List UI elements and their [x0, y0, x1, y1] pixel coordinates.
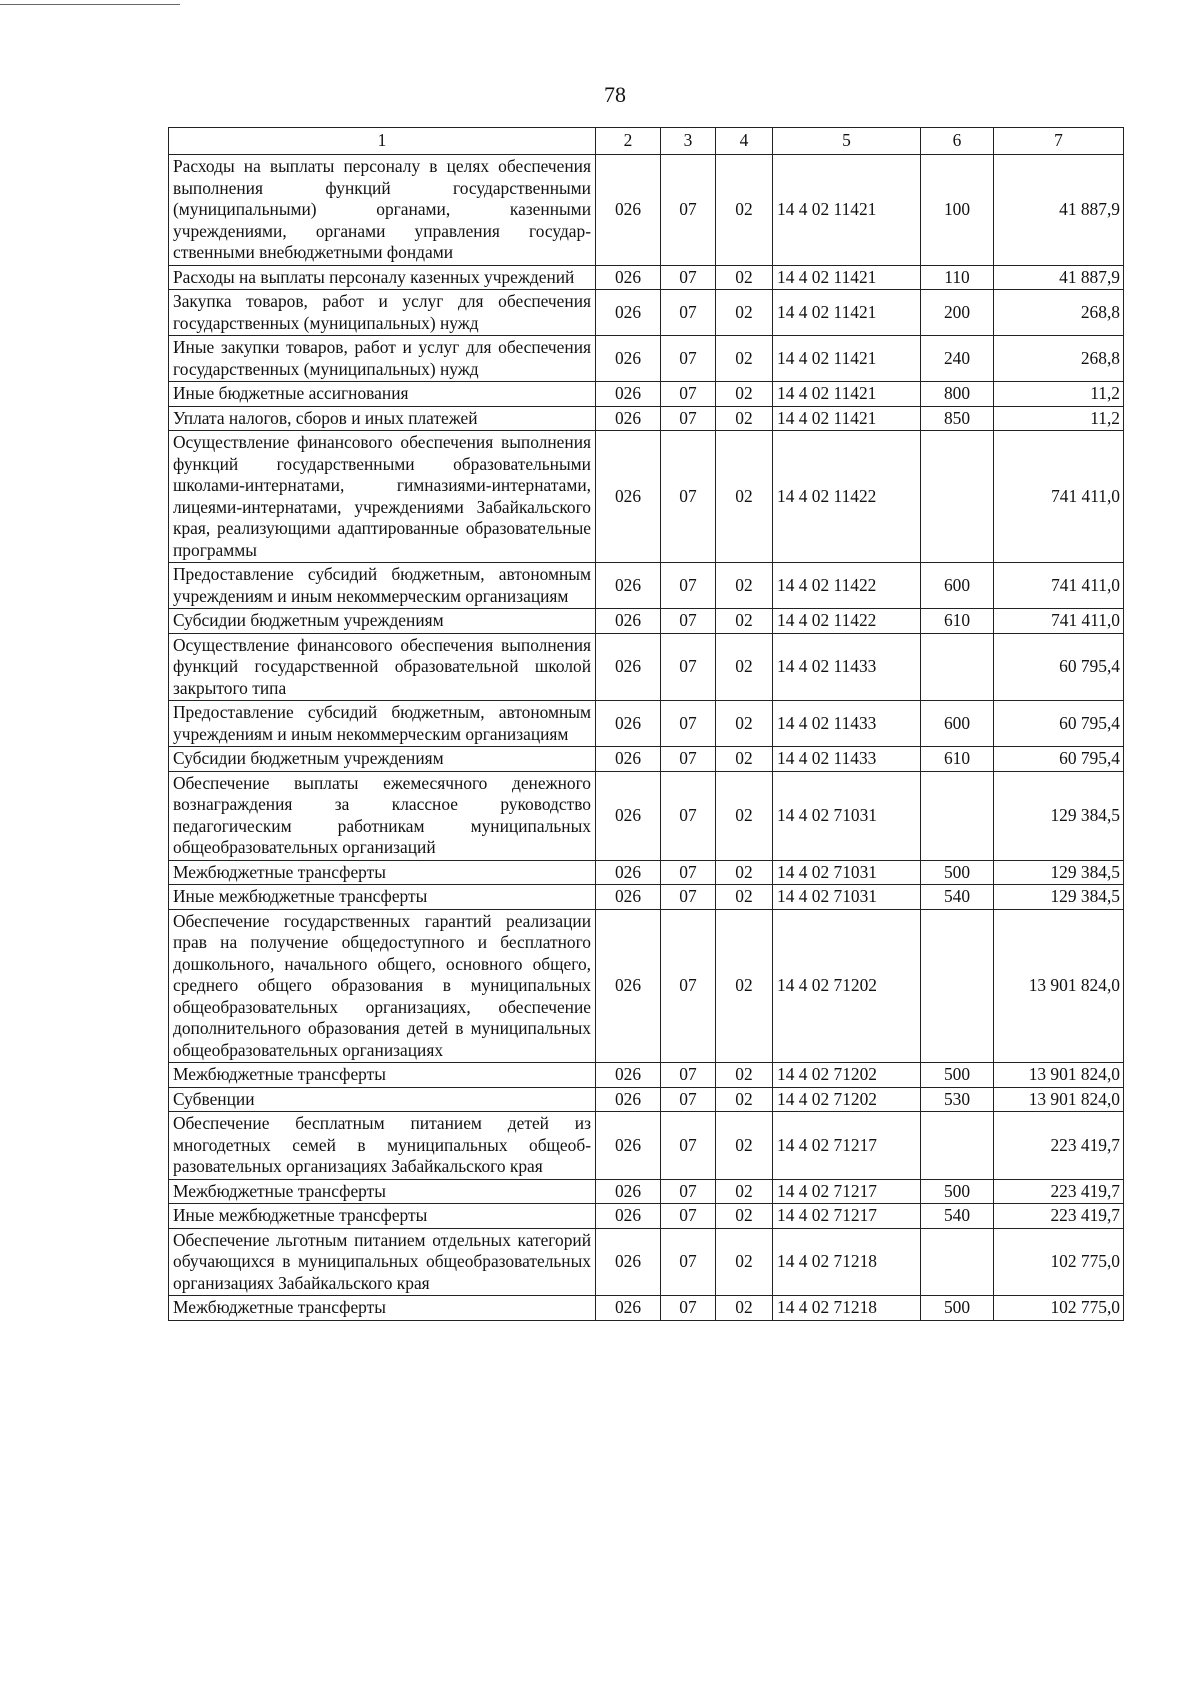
expense-name-cell: Иные межбюджетные трансферты — [169, 885, 596, 910]
expense-name-cell: Расходы на выплаты персоналу в целях обеспечения выполнения функций государственными (муниципальными) органами, казенными учреждениями, органами управления государственными внебюджетными фондами — [169, 155, 596, 266]
subsection-code-cell: 02 — [716, 563, 773, 609]
admin-code-cell: 026 — [596, 860, 661, 885]
target-article-cell: 14 4 02 11422 — [773, 431, 921, 563]
section-code-cell: 07 — [661, 1296, 716, 1321]
subsection-code-cell: 02 — [716, 885, 773, 910]
table-row — [169, 633, 1124, 701]
expense-name-cell: Межбюджетные трансферты — [169, 1063, 596, 1088]
subsection-code-cell: 02 — [716, 771, 773, 860]
target-article-cell: 14 4 02 11433 — [773, 701, 921, 747]
target-article-cell: 14 4 02 71202 — [773, 1063, 921, 1088]
section-code-cell: 07 — [661, 771, 716, 860]
amount-cell: 41 887,9 — [994, 155, 1124, 266]
subsection-code-cell: 02 — [716, 609, 773, 634]
expense-name-cell: Осуществление финансового обеспечения выполнения функций государственной образовательной школой закрытого типа — [169, 633, 596, 701]
target-article-cell: 14 4 02 71031 — [773, 771, 921, 860]
subsection-code-cell: 02 — [716, 1179, 773, 1204]
expense-type-cell: 500 — [921, 1179, 994, 1204]
amount-cell: 268,8 — [994, 336, 1124, 382]
expense-type-cell: 100 — [921, 155, 994, 266]
table-row — [169, 1296, 1124, 1321]
table-body — [169, 155, 1124, 1321]
target-article-cell: 14 4 02 11421 — [773, 155, 921, 266]
subsection-code-cell: 02 — [716, 747, 773, 772]
table-row — [169, 431, 1124, 563]
target-article-cell: 14 4 02 11422 — [773, 609, 921, 634]
expense-type-cell: 500 — [921, 860, 994, 885]
table-row — [169, 747, 1124, 772]
expense-type-cell — [921, 431, 994, 563]
admin-code-cell: 026 — [596, 909, 661, 1063]
section-code-cell: 07 — [661, 406, 716, 431]
section-code-cell: 07 — [661, 1087, 716, 1112]
section-code-cell: 07 — [661, 1063, 716, 1088]
target-article-cell: 14 4 02 11421 — [773, 265, 921, 290]
target-article-cell: 14 4 02 11422 — [773, 563, 921, 609]
admin-code-cell: 026 — [596, 701, 661, 747]
table-row — [169, 609, 1124, 634]
subsection-code-cell: 02 — [716, 382, 773, 407]
target-article-cell: 14 4 02 71031 — [773, 860, 921, 885]
amount-cell: 129 384,5 — [994, 860, 1124, 885]
column-header: 1 — [169, 128, 596, 155]
section-code-cell: 07 — [661, 155, 716, 266]
expense-type-cell: 530 — [921, 1087, 994, 1112]
table-row — [169, 860, 1124, 885]
section-code-cell: 07 — [661, 747, 716, 772]
table-row — [169, 290, 1124, 336]
admin-code-cell: 026 — [596, 1228, 661, 1296]
section-code-cell: 07 — [661, 382, 716, 407]
admin-code-cell: 026 — [596, 1296, 661, 1321]
target-article-cell: 14 4 02 71217 — [773, 1204, 921, 1229]
amount-cell: 102 775,0 — [994, 1296, 1124, 1321]
amount-cell: 102 775,0 — [994, 1228, 1124, 1296]
expense-name-cell: Обеспечение выплаты ежемесячного денежного вознаграждения за классное руководство педагогическим работникам муниципальных общеобразовательных организаций — [169, 771, 596, 860]
expense-name-cell: Обеспечение государственных гарантий реализации прав на получение общедоступного и бесплатного дошкольного, начального общего, основного общего, среднего общего образования в муниципальных общеобразовательных организациях, обеспечение дополнительного образования детей в муниципальных общеобразовательных организациях — [169, 909, 596, 1063]
expense-type-cell — [921, 909, 994, 1063]
subsection-code-cell: 02 — [716, 909, 773, 1063]
target-article-cell: 14 4 02 11421 — [773, 382, 921, 407]
page-number: 78 — [604, 82, 626, 107]
table-row — [169, 155, 1124, 266]
section-code-cell: 07 — [661, 609, 716, 634]
expense-name-cell: Предоставление субсидий бюджетным, автономным учреждениям и иным некоммерческим организациям — [169, 563, 596, 609]
expense-name-cell: Субвенции — [169, 1087, 596, 1112]
amount-cell: 13 901 824,0 — [994, 1063, 1124, 1088]
section-code-cell: 07 — [661, 563, 716, 609]
amount-cell: 741 411,0 — [994, 563, 1124, 609]
expense-name-cell: Предоставление субсидий бюджетным, автономным учреждениям и иным некоммерческим организациям — [169, 701, 596, 747]
table-row — [169, 563, 1124, 609]
subsection-code-cell: 02 — [716, 701, 773, 747]
admin-code-cell: 026 — [596, 406, 661, 431]
admin-code-cell: 026 — [596, 771, 661, 860]
column-header: 7 — [994, 128, 1124, 155]
subsection-code-cell: 02 — [716, 431, 773, 563]
amount-cell: 741 411,0 — [994, 431, 1124, 563]
amount-cell: 60 795,4 — [994, 701, 1124, 747]
expense-type-cell: 540 — [921, 885, 994, 910]
admin-code-cell: 026 — [596, 1087, 661, 1112]
expense-name-cell: Межбюджетные трансферты — [169, 860, 596, 885]
admin-code-cell: 026 — [596, 382, 661, 407]
admin-code-cell: 026 — [596, 265, 661, 290]
expense-name-cell: Иные закупки товаров, работ и услуг для обеспечения государственных (муниципальных) нужд — [169, 336, 596, 382]
target-article-cell: 14 4 02 71217 — [773, 1112, 921, 1180]
subsection-code-cell: 02 — [716, 336, 773, 382]
subsection-code-cell: 02 — [716, 1228, 773, 1296]
table-row — [169, 885, 1124, 910]
budget-table — [168, 127, 1124, 1321]
subsection-code-cell: 02 — [716, 1204, 773, 1229]
section-code-cell: 07 — [661, 701, 716, 747]
expense-type-cell: 800 — [921, 382, 994, 407]
subsection-code-cell: 02 — [716, 633, 773, 701]
table-row — [169, 265, 1124, 290]
admin-code-cell: 026 — [596, 1204, 661, 1229]
expense-type-cell — [921, 771, 994, 860]
target-article-cell: 14 4 02 71031 — [773, 885, 921, 910]
table-row — [169, 1063, 1124, 1088]
expense-type-cell: 610 — [921, 609, 994, 634]
table-row — [169, 771, 1124, 860]
expense-name-cell: Субсидии бюджетным учреждениям — [169, 609, 596, 634]
target-article-cell: 14 4 02 11421 — [773, 336, 921, 382]
table-row — [169, 1179, 1124, 1204]
amount-cell: 223 419,7 — [994, 1179, 1124, 1204]
expense-name-cell: Межбюджетные трансферты — [169, 1179, 596, 1204]
section-code-cell: 07 — [661, 290, 716, 336]
subsection-code-cell: 02 — [716, 860, 773, 885]
admin-code-cell: 026 — [596, 431, 661, 563]
section-code-cell: 07 — [661, 265, 716, 290]
subsection-code-cell: 02 — [716, 1112, 773, 1180]
column-header: 4 — [716, 128, 773, 155]
section-code-cell: 07 — [661, 633, 716, 701]
expense-name-cell: Осуществление финансового обеспечения выполнения функций государственными образовательными школами-интернатами, гимназиями-интернатами, лицеями-интернатами, учреждениями Забайкальского края, реализующими адаптированные образовательные программы — [169, 431, 596, 563]
expense-type-cell: 610 — [921, 747, 994, 772]
amount-cell: 129 384,5 — [994, 771, 1124, 860]
expense-name-cell: Субсидии бюджетным учреждениям — [169, 747, 596, 772]
subsection-code-cell: 02 — [716, 1063, 773, 1088]
admin-code-cell: 026 — [596, 609, 661, 634]
subsection-code-cell: 02 — [716, 406, 773, 431]
amount-cell: 11,2 — [994, 382, 1124, 407]
admin-code-cell: 026 — [596, 1179, 661, 1204]
target-article-cell: 14 4 02 71218 — [773, 1296, 921, 1321]
amount-cell: 268,8 — [994, 290, 1124, 336]
amount-cell: 129 384,5 — [994, 885, 1124, 910]
target-article-cell: 14 4 02 71202 — [773, 909, 921, 1063]
expense-type-cell — [921, 633, 994, 701]
amount-cell: 41 887,9 — [994, 265, 1124, 290]
column-header: 5 — [773, 128, 921, 155]
target-article-cell: 14 4 02 11433 — [773, 633, 921, 701]
subsection-code-cell: 02 — [716, 290, 773, 336]
column-header: 6 — [921, 128, 994, 155]
admin-code-cell: 026 — [596, 155, 661, 266]
expense-name-cell: Иные бюджетные ассигнования — [169, 382, 596, 407]
target-article-cell: 14 4 02 11421 — [773, 406, 921, 431]
table-row — [169, 406, 1124, 431]
expense-type-cell: 200 — [921, 290, 994, 336]
expense-name-cell: Межбюджетные трансферты — [169, 1296, 596, 1321]
table-row — [169, 909, 1124, 1063]
amount-cell: 223 419,7 — [994, 1204, 1124, 1229]
table-row — [169, 701, 1124, 747]
section-code-cell: 07 — [661, 1228, 716, 1296]
section-code-cell: 07 — [661, 336, 716, 382]
expense-name-cell: Закупка товаров, работ и услуг для обеспечения государственных (муниципальных) нужд — [169, 290, 596, 336]
expense-type-cell: 850 — [921, 406, 994, 431]
section-code-cell: 07 — [661, 1204, 716, 1229]
subsection-code-cell: 02 — [716, 1296, 773, 1321]
amount-cell: 60 795,4 — [994, 633, 1124, 701]
expense-type-cell: 240 — [921, 336, 994, 382]
admin-code-cell: 026 — [596, 1063, 661, 1088]
section-code-cell: 07 — [661, 431, 716, 563]
table-row — [169, 382, 1124, 407]
expense-type-cell: 540 — [921, 1204, 994, 1229]
expense-name-cell: Расходы на выплаты персоналу казенных учреждений — [169, 265, 596, 290]
admin-code-cell: 026 — [596, 563, 661, 609]
admin-code-cell: 026 — [596, 290, 661, 336]
expense-type-cell: 500 — [921, 1296, 994, 1321]
table-row — [169, 336, 1124, 382]
expense-name-cell: Обеспечение бесплатным питанием детей из многодетных семей в муниципальных общеобразовательных организациях Забайкальского края — [169, 1112, 596, 1180]
expense-type-cell — [921, 1228, 994, 1296]
section-code-cell: 07 — [661, 1179, 716, 1204]
target-article-cell: 14 4 02 11433 — [773, 747, 921, 772]
amount-cell: 741 411,0 — [994, 609, 1124, 634]
expense-name-cell: Уплата налогов, сборов и иных платежей — [169, 406, 596, 431]
section-code-cell: 07 — [661, 1112, 716, 1180]
table-row — [169, 1204, 1124, 1229]
target-article-cell: 14 4 02 71202 — [773, 1087, 921, 1112]
section-code-cell: 07 — [661, 860, 716, 885]
target-article-cell: 14 4 02 71218 — [773, 1228, 921, 1296]
expense-type-cell: 600 — [921, 563, 994, 609]
admin-code-cell: 026 — [596, 885, 661, 910]
column-header: 2 — [596, 128, 661, 155]
table-row — [169, 1228, 1124, 1296]
expense-type-cell: 600 — [921, 701, 994, 747]
subsection-code-cell: 02 — [716, 155, 773, 266]
expense-type-cell — [921, 1112, 994, 1180]
amount-cell: 60 795,4 — [994, 747, 1124, 772]
admin-code-cell: 026 — [596, 336, 661, 382]
amount-cell: 223 419,7 — [994, 1112, 1124, 1180]
target-article-cell: 14 4 02 71217 — [773, 1179, 921, 1204]
amount-cell: 11,2 — [994, 406, 1124, 431]
scan-edge-line — [0, 4, 180, 5]
section-code-cell: 07 — [661, 909, 716, 1063]
expense-name-cell: Обеспечение льготным питанием отдельных категорий обучающихся в муниципальных общеобразовательных организациях Забайкальского края — [169, 1228, 596, 1296]
table-row — [169, 1087, 1124, 1112]
column-number-row — [169, 128, 1124, 155]
admin-code-cell: 026 — [596, 1112, 661, 1180]
expense-type-cell: 110 — [921, 265, 994, 290]
table-row — [169, 1112, 1124, 1180]
column-header: 3 — [661, 128, 716, 155]
subsection-code-cell: 02 — [716, 265, 773, 290]
amount-cell: 13 901 824,0 — [994, 1087, 1124, 1112]
admin-code-cell: 026 — [596, 633, 661, 701]
expense-type-cell: 500 — [921, 1063, 994, 1088]
subsection-code-cell: 02 — [716, 1087, 773, 1112]
target-article-cell: 14 4 02 11421 — [773, 290, 921, 336]
section-code-cell: 07 — [661, 885, 716, 910]
amount-cell: 13 901 824,0 — [994, 909, 1124, 1063]
expense-name-cell: Иные межбюджетные трансферты — [169, 1204, 596, 1229]
admin-code-cell: 026 — [596, 747, 661, 772]
